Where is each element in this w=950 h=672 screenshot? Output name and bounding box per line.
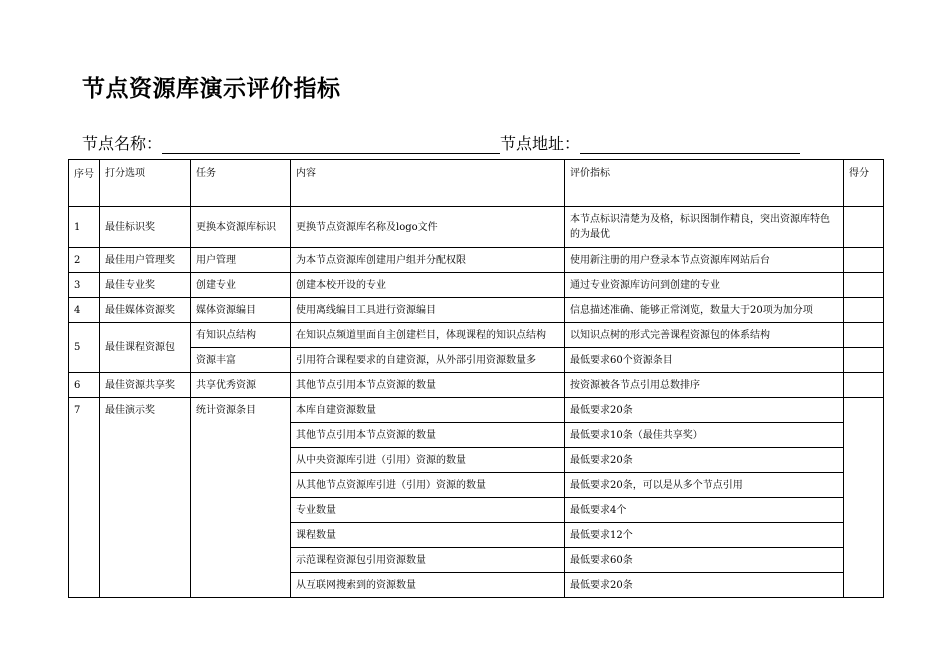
header-score: 得分 [844,160,884,207]
cell-seq: 5 [69,323,100,373]
header-seq: 序号 [69,160,100,207]
node-name-field[interactable] [162,135,500,154]
cell-content: 示范课程资源包引用资源数量 [291,548,565,573]
cell-score[interactable] [844,398,884,598]
cell-content: 在知识点频道里面自主创建栏目，体现课程的知识点结构 [291,323,565,348]
node-info-fields [82,130,800,154]
cell-option: 最佳标识奖 [100,207,191,248]
cell-content: 从互联网搜索到的资源数量 [291,573,565,598]
header-criteria: 评价指标 [565,160,844,207]
cell-criteria: 最低要求20条 [565,398,844,423]
cell-criteria: 按资源被各节点引用总数排序 [565,373,844,398]
cell-criteria: 最低要求12个 [565,523,844,548]
cell-score[interactable] [844,373,884,398]
cell-criteria: 最低要求10条（最佳共享奖） [565,423,844,448]
cell-criteria: 通过专业资源库访问到创建的专业 [565,273,844,298]
cell-option: 最佳媒体资源奖 [100,298,191,323]
cell-content: 为本节点资源库创建用户组并分配权限 [291,248,565,273]
cell-content: 使用离线编目工具进行资源编目 [291,298,565,323]
cell-score[interactable] [844,248,884,273]
cell-seq: 1 [69,207,100,248]
cell-content: 创建本校开设的专业 [291,273,565,298]
cell-seq: 3 [69,273,100,298]
node-address-field[interactable] [580,135,800,154]
cell-task: 更换本资源库标识 [191,207,291,248]
header-content: 内容 [291,160,565,207]
cell-seq: 2 [69,248,100,273]
cell-option: 最佳用户管理奖 [100,248,191,273]
table-row [69,398,884,423]
cell-content: 引用符合课程要求的自建资源，从外部引用资源数量多 [291,348,565,373]
table-row [69,348,884,373]
cell-score[interactable] [844,298,884,323]
evaluation-table [68,159,884,598]
cell-content: 本库自建资源数量 [291,398,565,423]
table-header-row [69,160,884,207]
cell-seq: 7 [69,398,100,598]
cell-content: 专业数量 [291,498,565,523]
cell-task: 统计资源条目 [191,398,291,598]
node-name-label: 节点名称： [82,134,163,153]
cell-content: 从中央资源库引进（引用）资源的数量 [291,448,565,473]
cell-score[interactable] [844,207,884,248]
node-address-label: 节点地址： [500,134,581,153]
cell-score[interactable] [844,323,884,348]
cell-criteria: 以知识点树的形式完善课程资源包的体系结构 [565,323,844,348]
cell-task: 用户管理 [191,248,291,273]
cell-criteria: 最低要求60条 [565,548,844,573]
cell-criteria: 使用新注册的用户登录本节点资源库网站后台 [565,248,844,273]
header-option: 打分选项 [100,160,191,207]
cell-content: 更换节点资源库名称及logo文件 [291,207,565,248]
cell-criteria: 信息描述准确、能够正常浏览，数量大于20项为加分项 [565,298,844,323]
cell-task: 有知识点结构 [191,323,291,348]
table-row [69,273,884,298]
cell-task: 共享优秀资源 [191,373,291,398]
cell-content: 从其他节点资源库引进（引用）资源的数量 [291,473,565,498]
cell-criteria: 最低要求4个 [565,498,844,523]
cell-criteria: 最低要求20条，可以是从多个节点引用 [565,473,844,498]
cell-score[interactable] [844,348,884,373]
table-row [69,323,884,348]
cell-content: 其他节点引用本节点资源的数量 [291,423,565,448]
cell-task: 媒体资源编目 [191,298,291,323]
cell-task: 创建专业 [191,273,291,298]
cell-option: 最佳专业奖 [100,273,191,298]
table-row [69,298,884,323]
cell-criteria: 最低要求20条 [565,448,844,473]
table-row [69,207,884,248]
cell-option: 最佳演示奖 [100,398,191,598]
header-task: 任务 [191,160,291,207]
table-row [69,373,884,398]
cell-criteria: 本节点标识清楚为及格，标识图制作精良，突出资源库特色的为最优 [565,207,844,248]
cell-criteria: 最低要求60个资源条目 [565,348,844,373]
page-title: 节点资源库演示评价指标 [82,76,341,102]
cell-seq: 6 [69,373,100,398]
cell-task: 资源丰富 [191,348,291,373]
cell-seq: 4 [69,298,100,323]
cell-option: 最佳资源共享奖 [100,373,191,398]
cell-option: 最佳课程资源包 [100,323,191,373]
cell-content: 课程数量 [291,523,565,548]
cell-content: 其他节点引用本节点资源的数量 [291,373,565,398]
table-row [69,248,884,273]
cell-score[interactable] [844,273,884,298]
cell-criteria: 最低要求20条 [565,573,844,598]
